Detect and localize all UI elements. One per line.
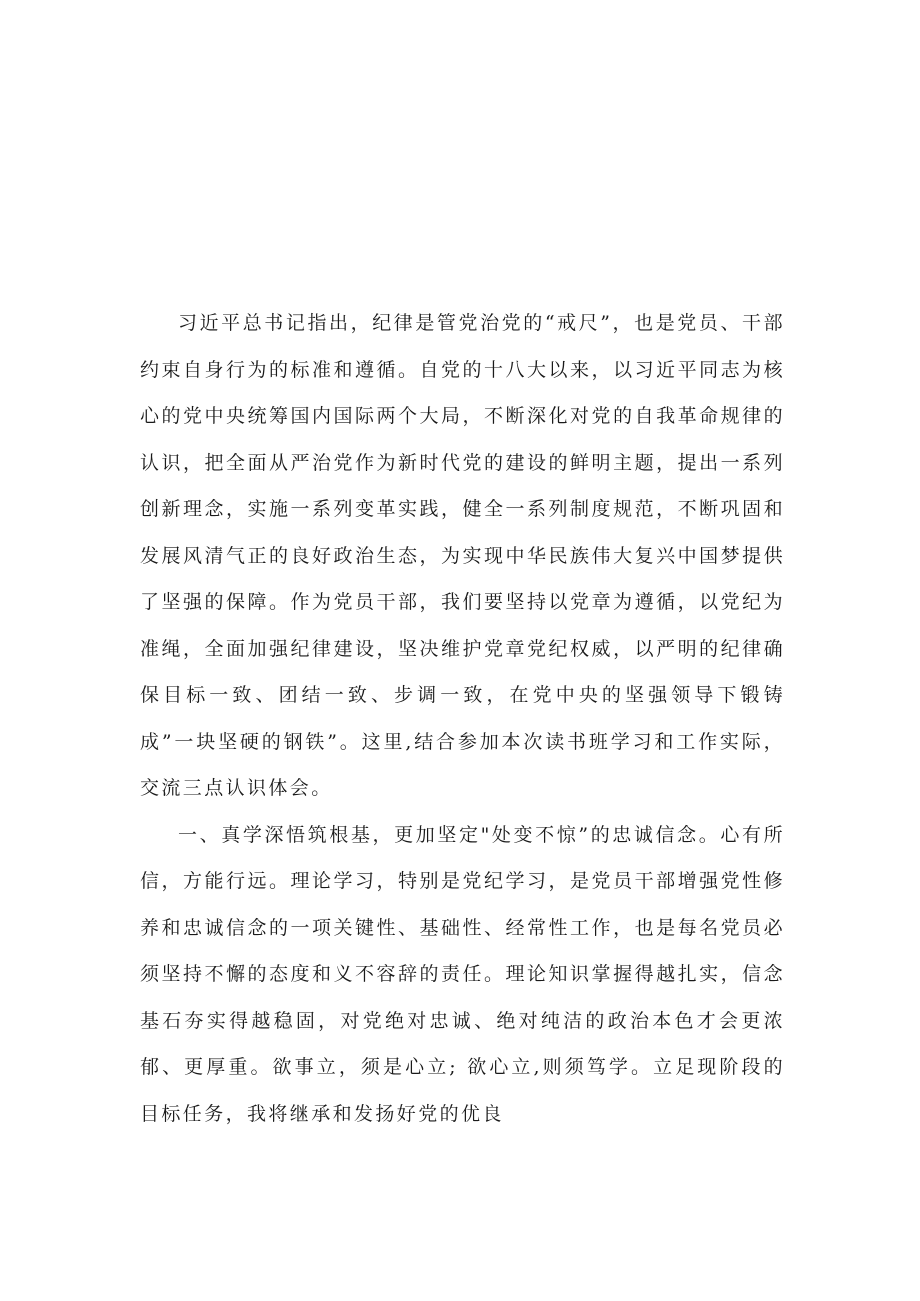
document-body <box>140 300 785 1137</box>
paragraph-intro: 习近平总书记指出，纪律是管党治党的“戒尺”，也是党员、干部约束自身行为的标准和遵循。自党的十八大以来，以习近平同志为核心的党中央统筹国内国际两个大局，不断深化对党的自我革命规律的认识，把全面从严治党作为新时代党的建设的鲜明主题，提出一系列创新理念，实施一系列变革实践，健全一系列制度规范，不断巩固和发展风清气正的良好政治生态，为实现中华民族伟大复兴中国梦提供了坚强的保障。作为党员干部，我们要坚持以党章为遵循，以党纪为准绳，全面加强纪律建设，坚决维护党章党纪权威，以严明的纪律确保目标一致、团结一致、步调一致，在党中央的坚强领导下锻铸成”一块坚硬的钢铁”。这里,结合参加本次读书班学习和工作实际，交流三点认识体会。 <box>140 312 785 799</box>
paragraph-section-one: 一、真学深悟筑根基，更加坚定"处变不惊”的忠诚信念。心有所信，方能行远。理论学习，特别是党纪学习，是党员干部增强党性修养和忠诚信念的一项关键性、基础性、经常性工作，也是每名党员必须坚持不懈的态度和义不容辞的责任。理论知识掌握得越扎实，信念基石夯实得越稳固，对党绝对忠诚、绝对纯洁的政治本色才会更浓郁、更厚重。欲事立，须是心立; 欲心立,则须笃学。立足现阶段的目标任务，我将继承和发扬好党的优良 <box>140 823 785 1125</box>
